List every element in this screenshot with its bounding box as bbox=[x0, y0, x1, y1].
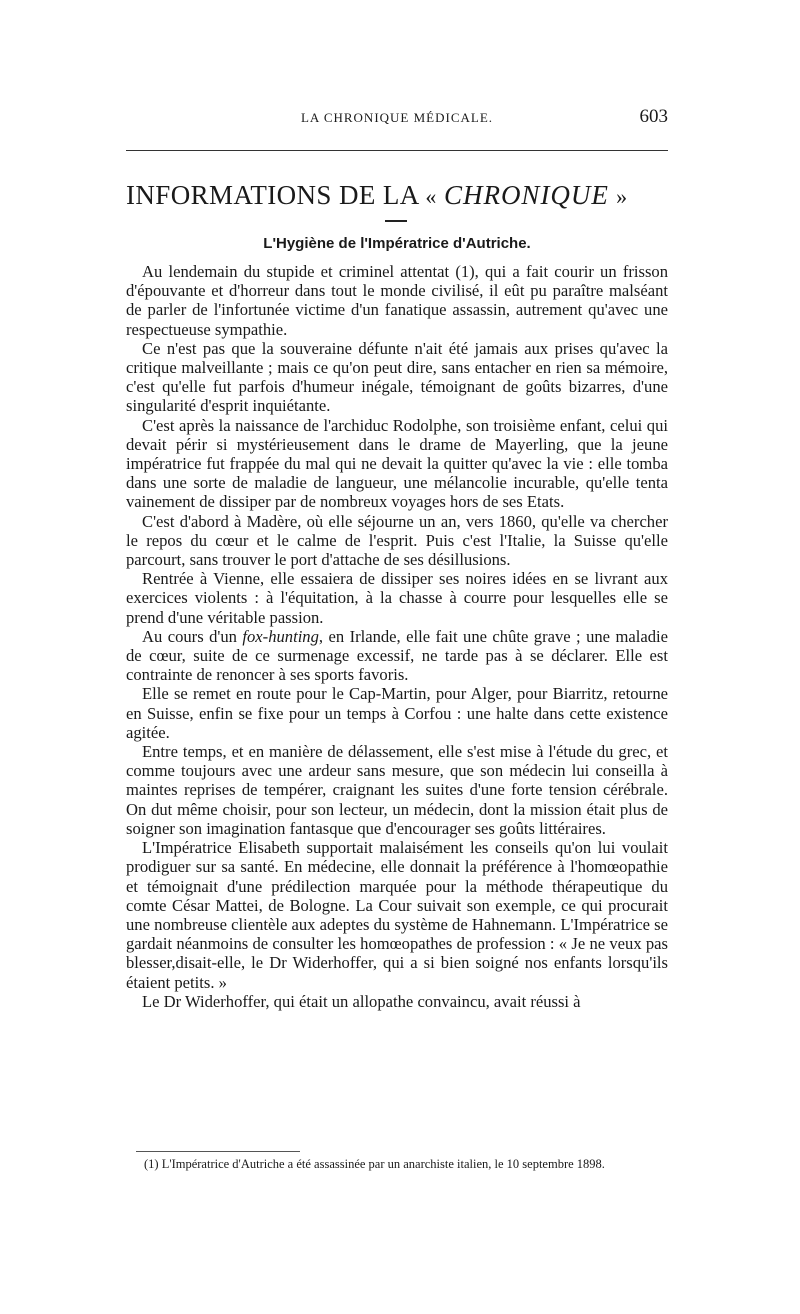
paragraph: Le Dr Widerhoffer, qui était un allopathe convaincu, avait réussi à bbox=[142, 991, 581, 1011]
footnote: (1) L'Impératrice d'Autriche a été assassinée par un anarchiste italien, le 10 septembre 1898. bbox=[144, 1157, 605, 1171]
paragraph-text: Au cours d'un bbox=[142, 626, 237, 646]
open-quote: « bbox=[425, 184, 437, 209]
article-heading: L'Hygiène de l'Impératrice d'Autriche. bbox=[263, 235, 531, 252]
section-title bbox=[126, 180, 668, 211]
close-quote: » bbox=[616, 184, 628, 209]
page-number: 603 bbox=[639, 106, 668, 127]
article-body bbox=[126, 262, 668, 1011]
header-rule bbox=[126, 150, 668, 151]
paragraph: Entre temps, et en manière de délassement, elle s'est mise à l'étude du grec, et comme toujours avec une ardeur sans mesure, que son médecin lui conseilla à maintes reprises de tempérer, craignant les suites d'une forte tension cérébrale. On dut même choisir, pour son lecteur, un médecin, dont la mission était plus de soigner son imagination fantasque que d'encourager ses goûts littéraires. bbox=[126, 742, 668, 838]
paragraph: Au lendemain du stupide et criminel attentat (1), qui a fait courir un frisson d'épouvante et d'horreur dans tout le monde civilisé, il eût pu paraître malséant de parler de l'infortunée victime d'un fanatique assassin, autrement qu'avec une respectueuse sympathie. bbox=[126, 262, 668, 339]
paragraph: Elle se remet en route pour le Cap-Martin, pour Alger, pour Biarritz, retourne en Suisse, enfin se fixe pour un temps à Corfou : une halte dans cette existence agitée. bbox=[126, 684, 668, 742]
running-title: LA CHRONIQUE MÉDICALE. bbox=[300, 110, 494, 125]
title-dash bbox=[385, 220, 407, 222]
paragraph: Ce n'est pas que la souveraine défunte n'ait été jamais aux prises qu'avec la critique malveillante ; mais ce qu'on peut dire, sans entacher en rien sa mémoire, c'est qu'elle fut parfois d'humeur inégale, témoignant de goûts bizarres, d'une singularité d'esprit inquiétante. bbox=[126, 338, 668, 416]
paragraph: C'est après la naissance de l'archiduc Rodolphe, son troisième enfant, celui qui devait périr si mystérieusement dans le drame de Mayerling, que la jeune impératrice fut frappée du mal qui ne devait la quitter qu'avec la vie : elle tomba dans une sorte de maladie de langueur, une mélancolie incurable, qu'elle tenta vainement de dissiper par de nombreux voyages hors de ses Etats. bbox=[126, 415, 668, 512]
paragraph-foxhunting bbox=[126, 627, 668, 685]
paragraph: Rentrée à Vienne, elle essaiera de dissiper ses noires idées en se livrant aux exercices violents : à l'équitation, à la chasse à courre pour lesquelles elle se prend d'une véritable passion. bbox=[126, 569, 668, 627]
paragraph-text: , en Irlande, elle fait une chûte grave ; une maladie de cœur, suite de ce surmenage excessif, ne tarde pas à se déclarer. Elle est contrainte de renoncer à ses sports favoris. bbox=[126, 626, 668, 685]
paragraph: C'est d'abord à Madère, où elle séjourne un an, vers 1860, qu'elle va chercher le repos du cœur et le calme de l'esprit. Puis c'est l'Italie, la Suisse qu'elle parcourt, sans trouver le port d'attache de ses désillusions. bbox=[126, 511, 668, 570]
section-title-italic: CHRONIQUE bbox=[443, 180, 609, 210]
paragraph: L'Impératrice Elisabeth supportait malaisément les conseils qu'on lui voulait prodiguer sur sa santé. En médecine, elle donnait la préférence à l'homœopathie et témoignait d'une prédilection marquée pour la méthode thérapeutique du comte César Mattei, de Bologne. La Cour suivait son exemple, ce qui procurait une nombreuse clientèle aux adeptes du système de Hahnemann. L'Impératrice se gardait néanmoins de consulter les homœopathes de profession : « Je ne veux pas blesser,disait-elle, le Dr Widerhoffer, qui a si bien soigné nos enfants lorsqu'ils étaient petits. » bbox=[126, 838, 668, 992]
section-title-text: INFORMATIONS DE LA bbox=[126, 180, 419, 210]
italic-term: fox-hunting bbox=[242, 626, 319, 646]
footnote-rule bbox=[136, 1151, 300, 1152]
running-head bbox=[126, 106, 668, 130]
